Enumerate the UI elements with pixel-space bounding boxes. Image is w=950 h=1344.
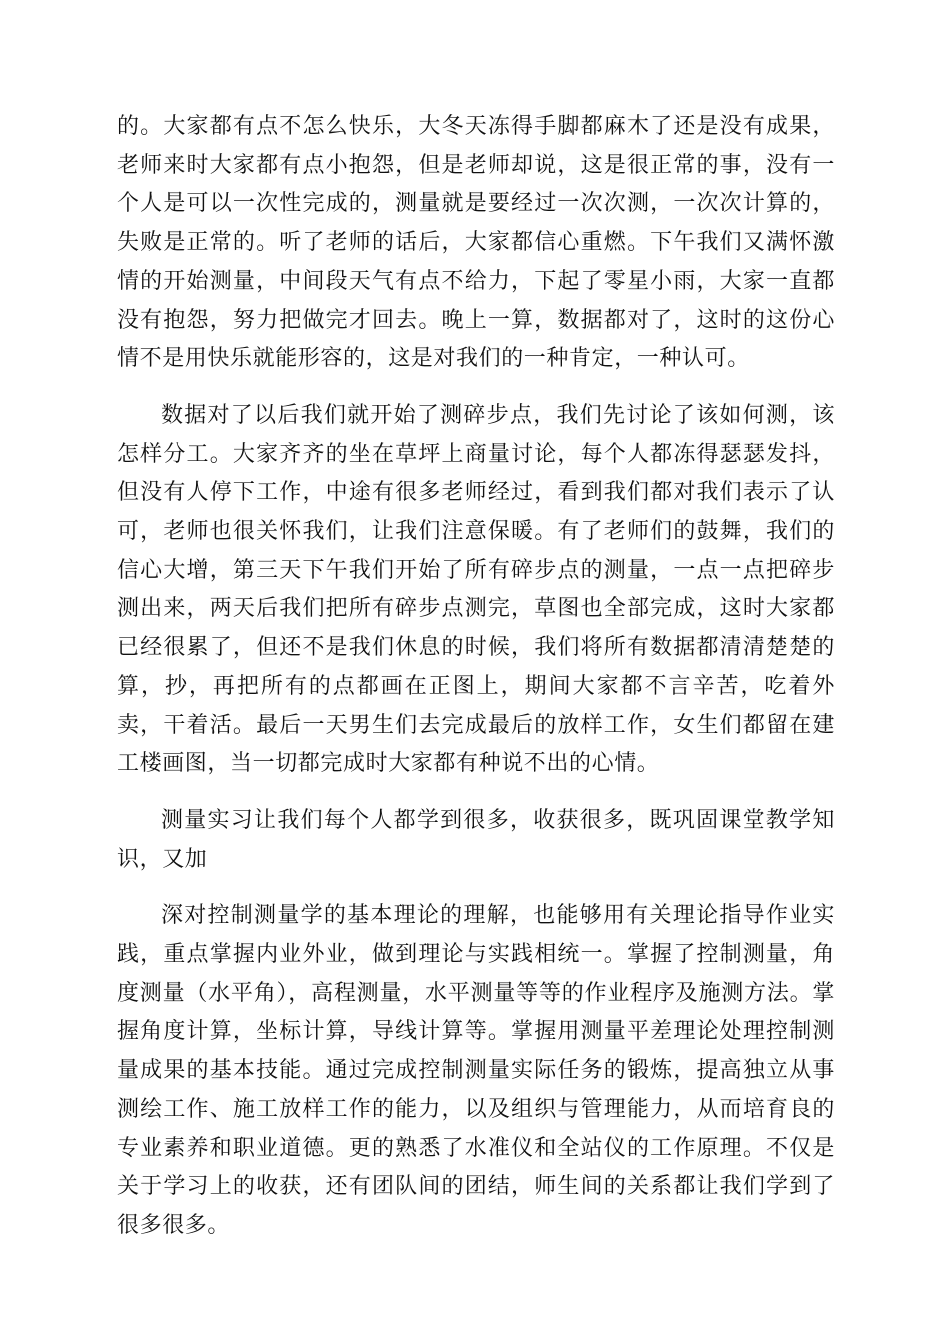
paragraph-3: 测量实习让我们每个人都学到很多，收获很多，既巩固课堂教学知识，又加 <box>117 807 835 872</box>
paragraph-1: 的。大家都有点不怎么快乐，大冬天冻得手脚都麻木了还是没有成果，老师来时大家都有点小抱怨，但是老师却说，这是很正常的事，没有一个人是可以一次性完成的，测量就是要经过一次次测，一次次计算的，失败是正常的。听了老师的话后，大家都信心重燃。下午我们又满怀激情的开始测量，中间段天气有点不给力，下起了零星小雨，大家一直都没有抱怨，努力把做完才回去。晚上一算，数据都对了，这时的这份心情不是用快乐就能形容的，这是对我们的一种肯定，一种认可。 <box>117 114 835 372</box>
paragraph-2: 数据对了以后我们就开始了测碎步点，我们先讨论了该如何测，该怎样分工。大家齐齐的坐在草坪上商量讨论，每个人都冻得瑟瑟发抖，但没有人停下工作，中途有很多老师经过，看到我们都对我们表示了认可，老师也很关怀我们，让我们注意保暖。有了老师们的鼓舞，我们的信心大增，第三天下午我们开始了所有碎步点的测量，一点一点把碎步测出来，两天后我们把所有碎步点测完，草图也全部完成，这时大家都已经很累了，但还不是我们休息的时候，我们将所有数据都清清楚楚的算，抄，再把所有的点都画在正图上，期间大家都不言辛苦，吃着外卖，干着活。最后一天男生们去完成最后的放样工作，女生们都留在建工楼画图，当一切都完成时大家都有种说不出的心情。 <box>117 402 835 777</box>
paragraph-4: 深对控制测量学的基本理论的理解，也能够用有关理论指导作业实践，重点掌握内业外业，做到理论与实践相统一。掌握了控制测量，角度测量（水平角），高程测量，水平测量等等的作业程序及施测方法。掌握角度计算，坐标计算，导线计算等。掌握用测量平差理论处理控制测量成果的基本技能。通过完成控制测量实际任务的锻炼，提高独立从事测绘工作、施工放样工作的能力，以及组织与管理能力，从而培育良的专业素养和职业道德。更的熟悉了水准仪和全站仪的工作原理。不仅是关于学习上的收获，还有团队间的团结，师生间的关系都让我们学到了很多很多。 <box>117 903 835 1238</box>
document-body <box>117 108 835 1264</box>
